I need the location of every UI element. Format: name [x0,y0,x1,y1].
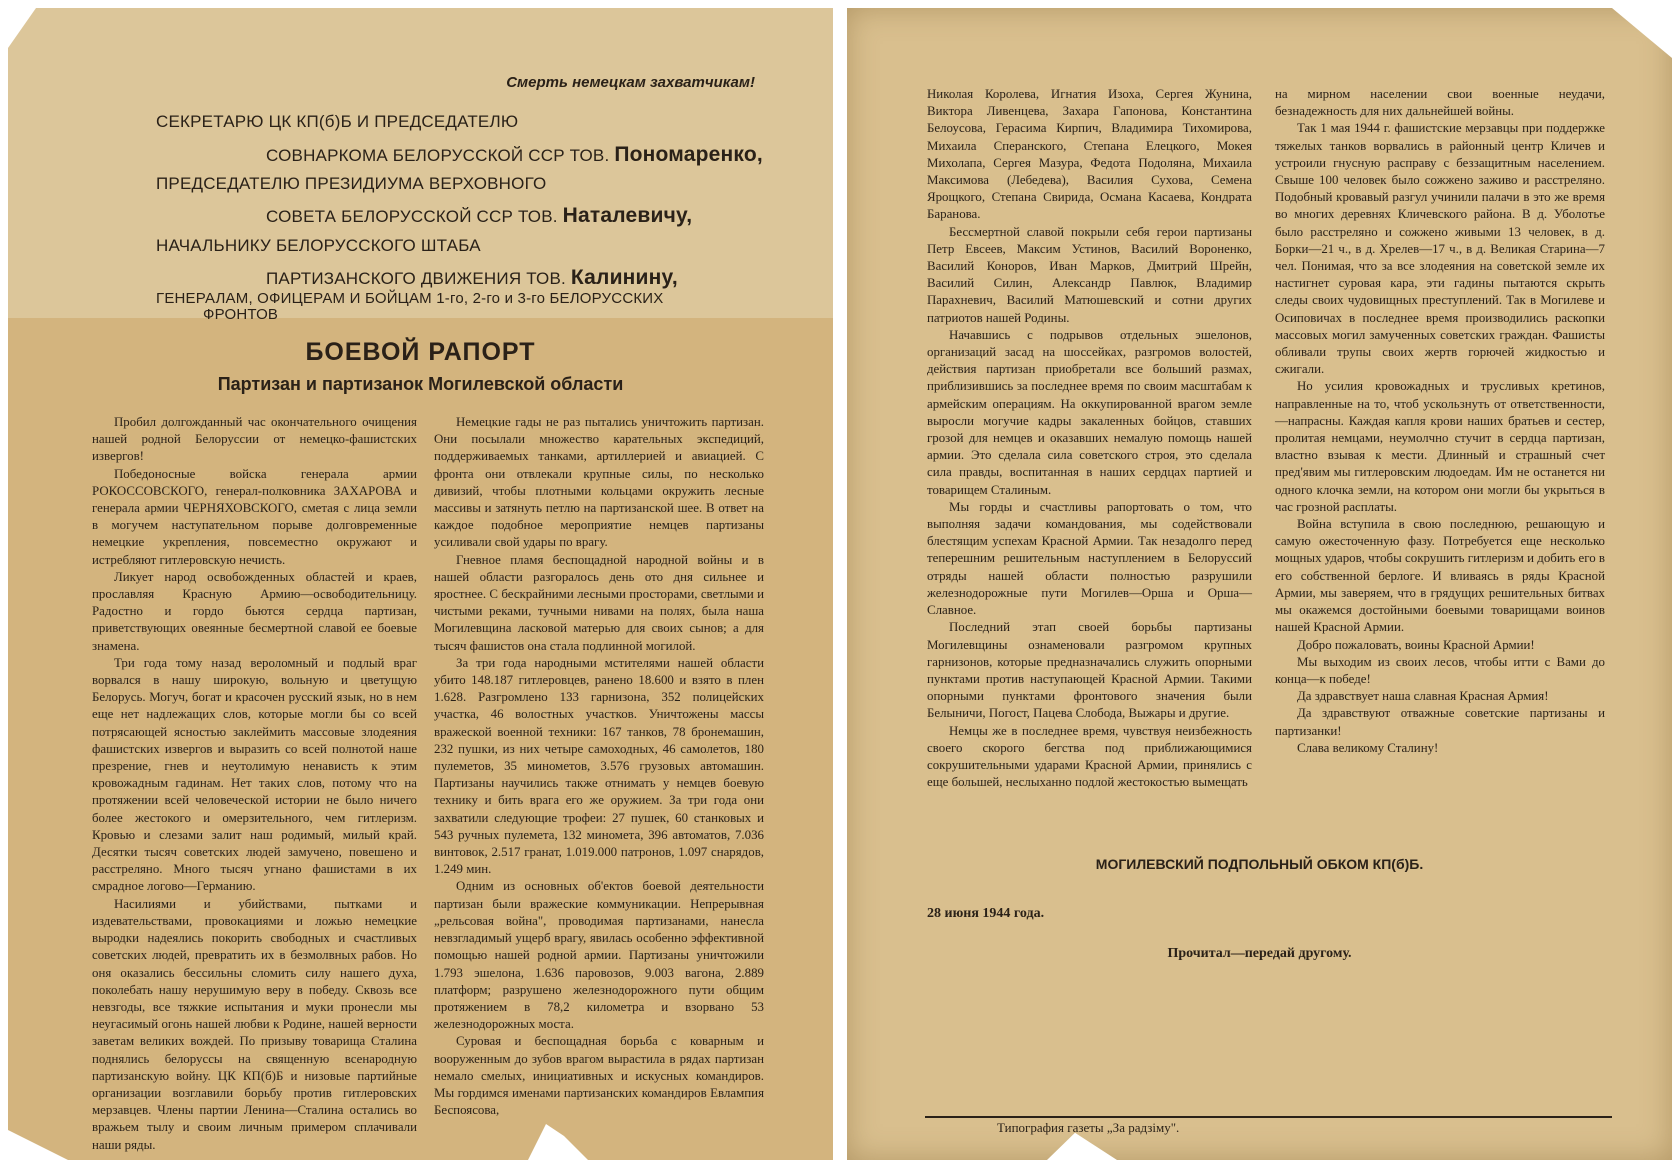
addressee-line: СЕКРЕТАРЮ ЦК КП(б)Б И ПРЕДСЕДАТЕЛЮ [156,112,519,131]
paragraph: Добро пожаловать, воины Красной Армии! [1297,637,1535,652]
torn-corner [1612,8,1672,58]
addressee-name: Калинину, [570,266,678,289]
addressee-line: ГЕНЕРАЛАМ, ОФИЦЕРАМ И БОЙЦАМ 1-го, 2-го и 3-го БЕЛОРУССКИХ [156,290,664,307]
paragraph: Победоносные войска генерала армии РОКОССОВСКОГО, генерал-полковника ЗАХАРОВА и генерала армии ЧЕРНЯХОВСКОГО, сметая с лица земли в могучем наступательном порыве долговременные немецкие укрепления, повсеместно окружают и истребляют гитлеровскую нечисть. [92,466,417,567]
paragraph: Николая Королева, Игнатия Изоха, Сергея Жунина, Виктора Ливенцева, Захара Гапонова, Константина Белоусова, Герасима Кирпич, Владимира Тихомирова, Михаила Сперанского, Степана Елецкого, Мокея Михолапа, Сергея Мазура, Федота Подоляна, Михаила Максимова (Лебедева), Василия Сухова, Семена Ярощкого, Степана Свирида, Османа Касаева, Кондрата Баранова. [927,87,1252,222]
paragraph: Гневное пламя беспощадной народной войны и в нашей области разгоралось день ото дня сильнее и яростнее. С бескрайними лесными просторами, светлыми и чистыми реками, тучными нивами на полях, была наша Могилевщина ласковой матерью для своих сынов; а для тысяч фашистов она стала подлинной могилой. [434,552,764,653]
paragraph: Последний этап своей борьбы партизаны Могилевщины ознаменовали разгромом крупных гарнизонов, которые предназначались служить опорными пунктами против наступающей Красной Армии. Такими опорными пунктами фронтового значения были Белыничи, Погост, Пацева Слобода, Выжары и другие. [927,620,1252,721]
paragraph: Да здравствуют отважные советские партизаны и партизанки! [1275,706,1605,738]
paragraph: Бессмертной славой покрыли себя герои партизаны Петр Евсеев, Максим Устинов, Василий Вороненко, Василий Коноров, Иван Марков, Дмитрий Шрейн, Василий Силин, Александр Павлюк, Владимир Парахневич, Василий Матюшевский и сотни других патриотов нашей Родины. [927,224,1252,325]
addressee-name: Наталевичу, [562,204,693,227]
addressee-line: СОВЕТА БЕЛОРУССКОЙ ССР ТОВ. Наталевичу, [266,204,693,227]
paragraph: Мы горды и счастливы рапортовать о том, что выполняя задачи командования, мы содействовали блестящим успехам Красной Армии. Так незадолго перед теперешним решительным наступлением в Белоруссий отряды нашей области полностью разрушили железнодорожные пути Могилев—Орша и Орша—Славное. [927,499,1252,618]
pass-on-note: Прочитал—передай другому. [1167,946,1352,961]
text-column-3 [927,86,1252,791]
text-column-2 [434,414,764,1119]
paragraph: на мирном населении свои военные неудачи, безнадежность для них дальнейшей войны. [1275,87,1605,119]
printer-imprint: Типография газеты „За радзіму". [997,1120,1180,1135]
paragraph: За три года народными мстителями нашей области убито 148.187 гитлеровцев, ранено 18.600 и взято в плен 1.628. Разгромлено 133 гарнизона, 352 полицейских участка, 46 волостных участков. Уничтожены массы вражеской военной техники: 167 танков, 78 бронемашин, 232 пушки, из них четыре самоходных, 46 самолетов, 180 пулеметов, 35 минометов, 3.576 грузовых автомашин. Партизаны научились также отнимать у немцев боевую технику и бить врага его же оружием. За три года они захватили следующие трофеи: 27 пушек, 60 станковых и 543 ручных пулемета, 132 миномета, 396 автоматов, 7.036 винтовок, 2.517 гранат, 1.019.000 патронов, 1.097 снарядов, 1.249 мин. [434,655,764,877]
paragraph: Пробил долгожданный час окончательного очищения нашей родной Белоруссии от немецко-фашистских извергов! [92,415,417,464]
paragraph: Немцы же в последнее время, чувствуя неизбежность своего скорого бегства под приближающимися сокрушительными ударами Красной Армии, принялись с еще большей, неслыханно подлой жестокостью вымещать [927,723,1252,790]
document-title: БОЕВОЙ РАПОРТ [305,338,536,366]
paragraph: Три года тому назад вероломный и подлый враг ворвался в нашу широкую, вольную и цветущую Белорусь. Могуч, богат и красочен русский язык, но в нем еще нет надлежащих слов, которые могли бы со всей потрясающей ясностью заклеймить массовые злодеяния фашистских извергов и выразить со всей полнотой наше презрение, гнев и неутолимую ненависть к этим кровожадным гадинам. Нет таких слов, потому что на протяжении всей человеческой истории не было ничего более жестокого и омерзительного, чем гитлеризм. Кровью и слезами залит наш родимый, милый край. Десятки тысяч советских людей замучено, повешено и расстреляно. Много тысяч угнано фашистами в их смрадное логово—Германию. [92,655,417,894]
paragraph: Слава великому Сталину! [1297,740,1439,755]
addressee-line: ПАРТИЗАНСКОГО ДВИЖЕНИЯ ТОВ. Калинину, [266,266,678,289]
date: 28 июня 1944 года. [927,906,1045,921]
paragraph: Насилиями и убийствами, пытками и издевательствами, провокациями и ложью немецкие выродки надеялись покорить свободных и счастливых советских людей, превратить их в безмолвных рабов. Но оня оказались бессильны сломить силу нашего духа, поколебать нашу нерушимую веру в победу. Сквозь все невзгоды, все тяжкие испытания и муки пронесли мы неугасимый огонь нашей любви к Родине, нашей верности заветам великих вождей. По призыву товарища Сталина поднялись белоруссы на священную всенародную партизанскую войну. ЦК КП(б)Б и низовые партийные организации возглавили борьбу против гитлеровских мерзавцев. Члены партии Ленина—Сталина остались во вражьем тылу и своим личным примером сплачивали наши ряды. [92,896,417,1152]
paragraph: Но усилия кровожадных и трусливых кретинов, направленные на то, чтоб ускользнуть от ответственности,—напрасны. Каждая капля крови наших братьев и сестер, пролитая немцами, неумолчно стучит в сердца партизан, властно взывая к мести. Длинный и страшный счет пред'явим мы гитлеровским людоедам. Им не останется ни одного клочка земли, на котором они могли бы укрыться в час грозной расплаты. [1275,379,1605,514]
paragraph: Начавшись с подрывов отдельных эшелонов, организаций засад на шоссейках, разгромов волостей, действия партизан приобретали все больший размах, приблизившись за последнее время по своим масштабам к армейским операциям. На оккупированной врагом земле выросли могучие кадры закаленных бойцов, ставших грозой для немцев и оказавших немалую помощь нашей армии. Это сделала сила советского строя, это сделала сила правды, воспитанная в наших сердцах партией и товарищем Сталиным. [927,327,1252,497]
paragraph: Мы выходим из своих лесов, чтобы итти с Вами до конца—к победе! [1275,654,1605,686]
addressee-line: ФРОНТОВ [203,306,279,323]
text-column-4 [1275,86,1605,757]
slogan: Смерть немецкам захватчикам! [506,74,755,91]
paragraph: Одним из основных об'ектов боевой деятельности партизан были вражеские коммуникации. Непрерывная „рельсовая война", проводимая партизанами, нанесла невзгладимый ущерб врагу, явилась особенно эффективной помощью нашей родной армии. Партизаны уничтожили 1.793 эшелона, 1.636 паровозов, 9.003 вагона, 2.889 платформ; разрушено железнодорожного пути общим протяжением в 78,2 километра и взорвано 53 железнодорожных моста. [434,879,764,1032]
paragraph: Так 1 мая 1944 г. фашистские мерзавцы при поддержке тяжелых танков ворвались в районный центр Кличев и устроили гнусную расправу с беззащитным населением. Свыше 100 человек было сожжено заживо и расстреляно. Подобный кровавый разгул учинили палачи в это же время во многих деревнях Кличевского района. В д. Уболотье было расстреляно и сожжено живыми 13 человек, в д. Борки—21 ч., в д. Хрелев—17 ч., в д. Великая Старина—7 чел. Понимая, что за все злодеяния на советской земле их настигнет суровая кара, эти гадины пытаются скрыть следы своих чудовищных преступлений. Так в Могилеве и Осиповичах в последнее время производились раскопки массовых могил замученных советских граждан. Фашисты обливали трупы своих жертв горючей жидкостью и сжигали. [1275,121,1605,377]
addressee-line: СОВНАРКОМА БЕЛОРУССКОЙ ССР ТОВ. Пономаренко, [266,143,763,166]
left-page [8,8,833,1160]
paragraph: Да здравствует наша славная Красная Армия! [1297,689,1549,704]
paragraph: Немецкие гады не раз пытались уничтожить партизан. Они посылали множество карательных экспедиций, поддерживаемых танками, артиллерией и авиацией. С фронта они отвлекали крупные силы, по несколько дивизий, чтобы плотными кольцами окружить лесные массивы и затянуть петлю на партизанской шее. В ответ на каждое подобное мероприятие немцев партизаны усиливали свой удары по врагу. [434,415,764,550]
signature: МОГИЛЕВСКИЙ ПОДПОЛЬНЫЙ ОБКОМ КП(б)Б. [1095,856,1424,872]
document-subtitle: Партизан и партизанок Могилевской области [217,374,624,394]
text-column-1 [92,414,417,1154]
paragraph: Война вступила в свою последнюю, решающую и самую ожесточенную фазу. Потребуется еще несколько мощных ударов, чтобы сокрушить гитлеризм и добить его в его собственной берлоге. И вливаясь в ряды Красной Армии, мы заверяем, что в грядущих решительных битвах мы окажемся достойными боевыми товарищами воинов нашей Красной Армии. [1275,517,1605,635]
paragraph: Ликует народ освобожденных областей и краев, прославляя Красную Армию—освободительницу. Радостно и гордо бьются сердца партизан, приветствующих овеянные бесмертной славой ее боевые знамена. [92,569,417,653]
right-page [847,8,1672,1160]
divider [925,1116,1612,1118]
addressee-line: НАЧАЛЬНИКУ БЕЛОРУССКОГО ШТАБА [156,236,481,255]
addressee-name: Пономаренко, [614,143,763,166]
addressee-line: ПРЕДСЕДАТЕЛЮ ПРЕЗИДИУМА ВЕРХОВНОГО [156,174,547,193]
paragraph: Суровая и беспощадная борьба с коварным и вооруженным до зубов врагом вырастила в рядах партизан немало смелых, инициативных и искусных командиров. Мы гордимся именами партизанских командиров Евлампия Беспоясова, [434,1034,764,1118]
